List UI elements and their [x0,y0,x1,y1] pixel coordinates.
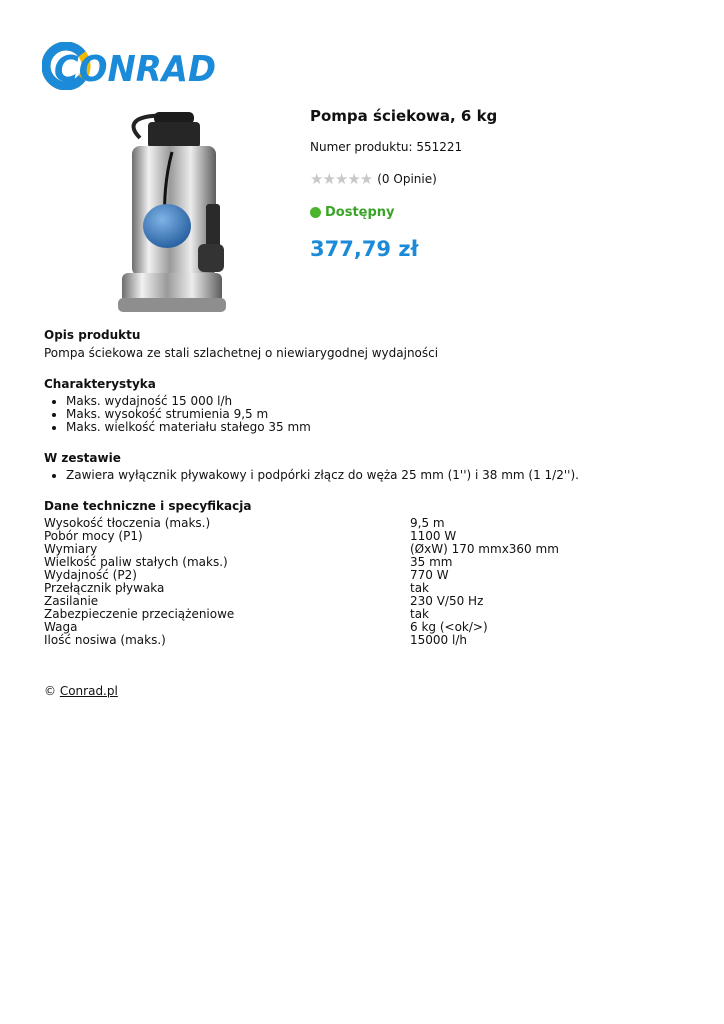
package-item: • Zawiera wyłącznik pływakowy i podpórki złącz do węża 25 mm (1'') i 38 mm (1 1/2''). [66,469,684,482]
product-info [310,106,690,262]
features-heading: Charakterystyka [44,377,156,391]
package-list [44,469,684,482]
spec-value: 6 kg (<ok/>) [410,620,488,634]
logo-wordmark: CONRAD [54,49,216,90]
feature-item: • Maks. wysokość strumienia 9,5 m [66,408,684,421]
availability [310,204,690,220]
spec-key: Wymiary [44,542,98,556]
footer [44,684,118,698]
spec-key: Ilość nosiwa (maks.) [44,633,166,647]
spec-key: Wielkość paliw stałych (maks.) [44,555,228,569]
spec-key: Zasilanie [44,594,99,608]
feature-item: • Maks. wielkość materiału stałego 35 mm [66,421,684,434]
rating [310,171,690,187]
spec-value: tak [410,581,430,595]
copyright-symbol: © [44,684,56,698]
description-section [44,328,684,360]
spec-key: Wydajność (P2) [44,568,137,582]
spec-value: 230 V/50 Hz [410,594,484,608]
spec-key: Przełącznik pływaka [44,581,165,595]
spec-key: Zabezpieczenie przeciążeniowe [44,607,235,621]
spec-key: Pobór mocy (P1) [44,529,143,543]
feature-item: • Maks. wydajność 15 000 l/h [66,395,684,408]
specs-heading: Dane techniczne i specyfikacja [44,499,252,513]
spec-value: 15000 l/h [410,633,467,647]
specs-section [44,499,684,647]
features-section [44,377,684,434]
description-text: Pompa ściekowa ze stali szlachetnej o niewiarygodnej wydajności [44,346,439,360]
spec-key: Wysokość tłoczenia (maks.) [44,516,211,530]
rating-count[interactable]: (0 Opinie) [377,172,437,186]
package-section [44,451,684,482]
spec-key: Waga [44,620,78,634]
spec-value: (ØxW) 170 mmx360 mm [410,542,559,556]
spec-value: tak [410,607,430,621]
package-heading: W zestawie [44,451,121,465]
availability-text: Dostępny [325,204,395,220]
spec-value: 35 mm [410,555,453,569]
product-details [44,328,684,664]
conrad-logo-icon [42,42,218,90]
price: 377,79 zł [310,237,419,261]
product-number: Numer produktu: 551221 [310,140,463,154]
spec-value: 770 W [410,568,449,582]
product-title: Pompa ściekowa, 6 kg [310,107,498,125]
features-list [44,395,684,434]
conrad-link[interactable]: Conrad.pl [59,684,118,698]
submersible-pump-image [110,108,235,320]
availability-dot-icon [310,207,321,218]
spec-value: 9,5 m [410,516,445,530]
rating-stars-icon: ★★★★★ [310,170,373,188]
spec-value: 1100 W [410,529,457,543]
specs-table [44,517,559,647]
description-heading: Opis produktu [44,328,141,342]
table-row [44,634,559,647]
